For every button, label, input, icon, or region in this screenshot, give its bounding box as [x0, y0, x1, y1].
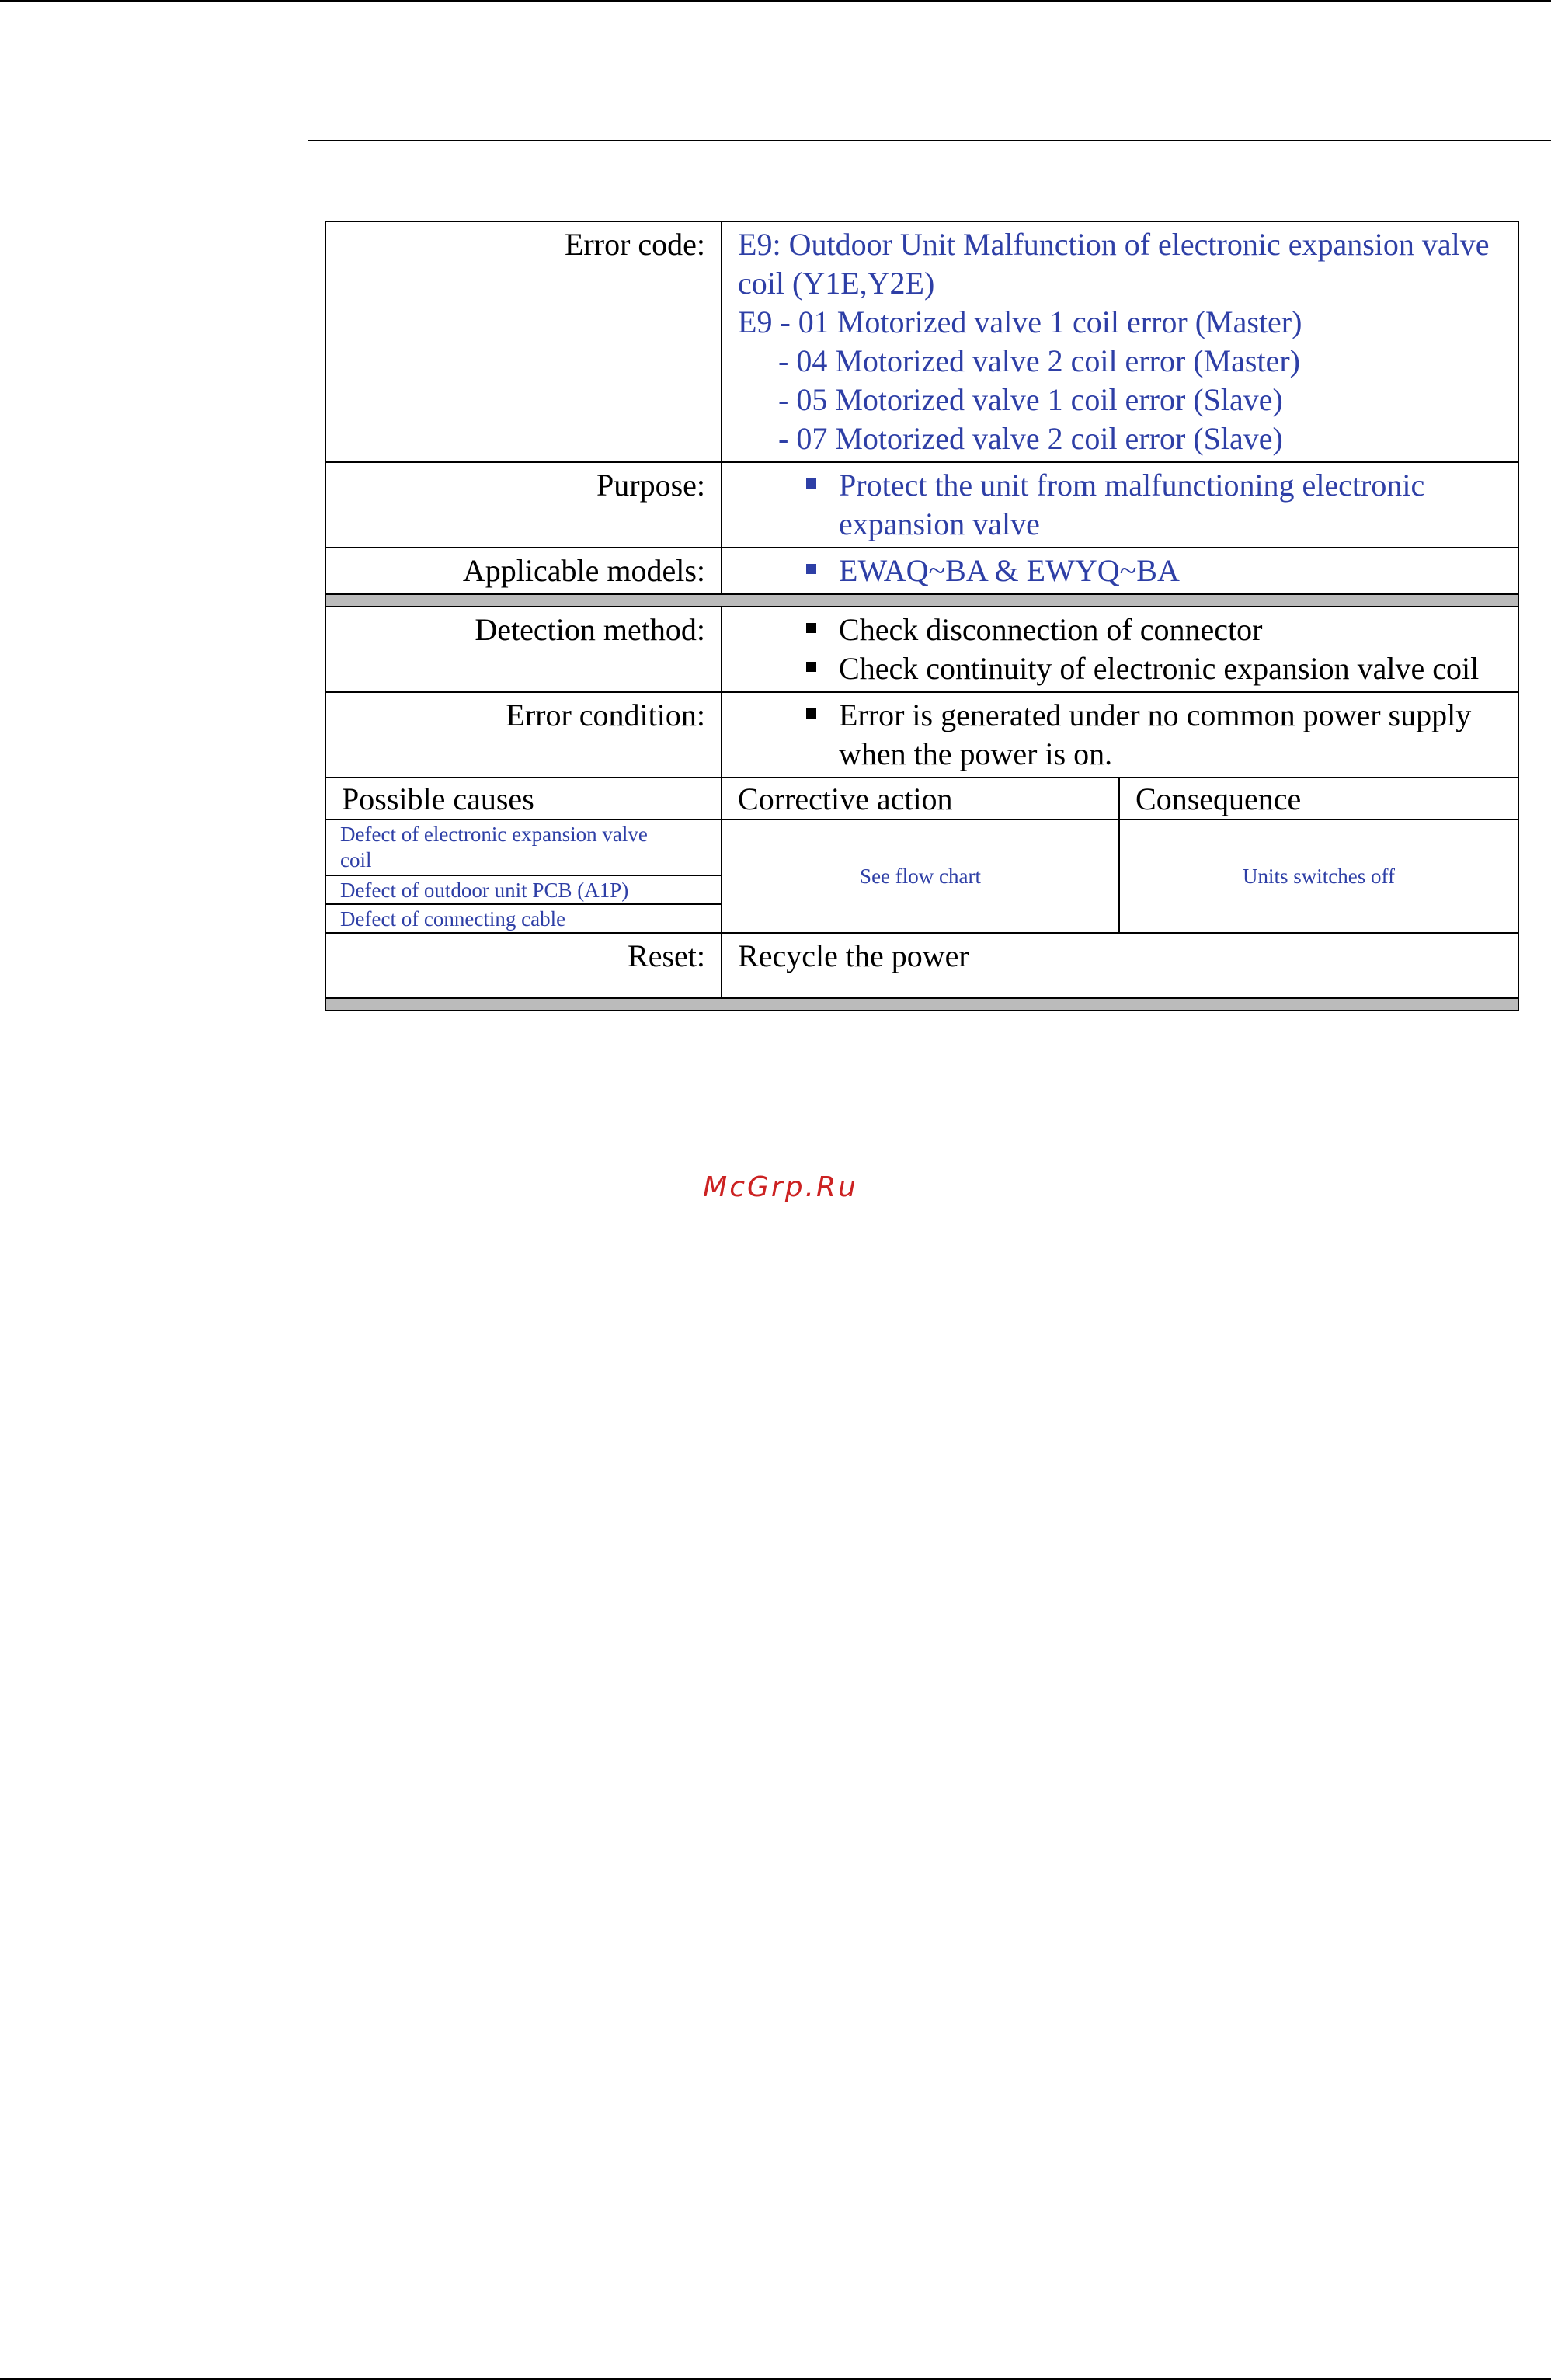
bullet-square-icon — [806, 708, 816, 719]
header-possible-causes: Possible causes — [325, 778, 722, 819]
row-error-condition — [325, 692, 1518, 778]
bottom-separator-bar — [325, 998, 1518, 1011]
detection-item-1-text: Check disconnection of connector — [839, 612, 1263, 647]
error-code-table — [325, 221, 1519, 1011]
error-code-line-1: E9: Outdoor Unit Malfunction of electronic expansion valve — [738, 227, 1490, 262]
row-cause-1 — [325, 819, 1518, 875]
error-code-line-2: coil (Y1E,Y2E) — [738, 266, 935, 301]
cause-1-line-2: coil — [340, 848, 372, 872]
row-detection-method — [325, 607, 1518, 692]
detection-item-2-text: Check continuity of electronic expansion valve coil — [839, 651, 1480, 686]
reset-value: Recycle the power — [722, 933, 1518, 998]
purpose-bullet — [738, 466, 1518, 544]
cause-1-line-1: Defect of electronic expansion valve — [340, 823, 648, 846]
applicable-models-bullet — [738, 552, 1518, 590]
error-condition-bullet — [738, 696, 1518, 774]
purpose-label: Purpose: — [325, 462, 722, 548]
bullet-square-icon — [806, 478, 816, 489]
separator-bar — [325, 594, 1518, 607]
reset-label: Reset: — [325, 933, 722, 998]
row-error-code — [325, 221, 1518, 462]
error-code-line-5: - 05 Motorized valve 1 coil error (Slave) — [778, 382, 1283, 417]
bullet-square-icon — [806, 564, 816, 574]
error-code-label: Error code: — [325, 221, 722, 462]
row-applicable-models — [325, 548, 1518, 594]
detection-item-2 — [738, 649, 1518, 688]
detection-method-label: Detection method: — [325, 607, 722, 692]
error-condition-value — [722, 692, 1518, 778]
consequence-value: Units switches off — [1119, 819, 1518, 933]
row-purpose — [325, 462, 1518, 548]
row-causes-header — [325, 778, 1518, 819]
cause-1 — [325, 819, 722, 875]
error-condition-label: Error condition: — [325, 692, 722, 778]
header-corrective-action: Corrective action — [722, 778, 1119, 819]
error-code-line-6: - 07 Motorized valve 2 coil error (Slave) — [778, 421, 1283, 456]
error-code-line-4: - 04 Motorized valve 2 coil error (Master) — [778, 343, 1300, 378]
detection-method-value — [722, 607, 1518, 692]
bottom-separator-row — [325, 998, 1518, 1011]
header-rule — [308, 140, 1551, 141]
error-code-value — [722, 221, 1518, 462]
error-code-line-3: E9 - 01 Motorized valve 1 coil error (Master) — [738, 304, 1302, 339]
error-condition-line-1: Error is generated under no common power supply — [839, 698, 1472, 732]
purpose-line-2: expansion valve — [839, 506, 1040, 541]
cause-3: Defect of connecting cable — [325, 904, 722, 933]
row-reset — [325, 933, 1518, 998]
bullet-square-icon — [806, 662, 816, 672]
header-consequence: Consequence — [1119, 778, 1518, 819]
cause-2: Defect of outdoor unit PCB (A1P) — [325, 875, 722, 904]
top-rule — [0, 0, 1551, 2]
error-condition-line-2: when the power is on. — [839, 736, 1113, 771]
purpose-value — [722, 462, 1518, 548]
watermark: McGrp.Ru — [703, 1171, 858, 1203]
detection-item-1 — [738, 611, 1518, 649]
applicable-models-text: EWAQ~BA & EWYQ~BA — [839, 553, 1180, 588]
applicable-models-value — [722, 548, 1518, 594]
applicable-models-label: Applicable models: — [325, 548, 722, 594]
corrective-action-value: See flow chart — [722, 819, 1119, 933]
separator-row — [325, 594, 1518, 607]
purpose-line-1: Protect the unit from malfunctioning electronic — [839, 468, 1425, 503]
bullet-square-icon — [806, 623, 816, 633]
